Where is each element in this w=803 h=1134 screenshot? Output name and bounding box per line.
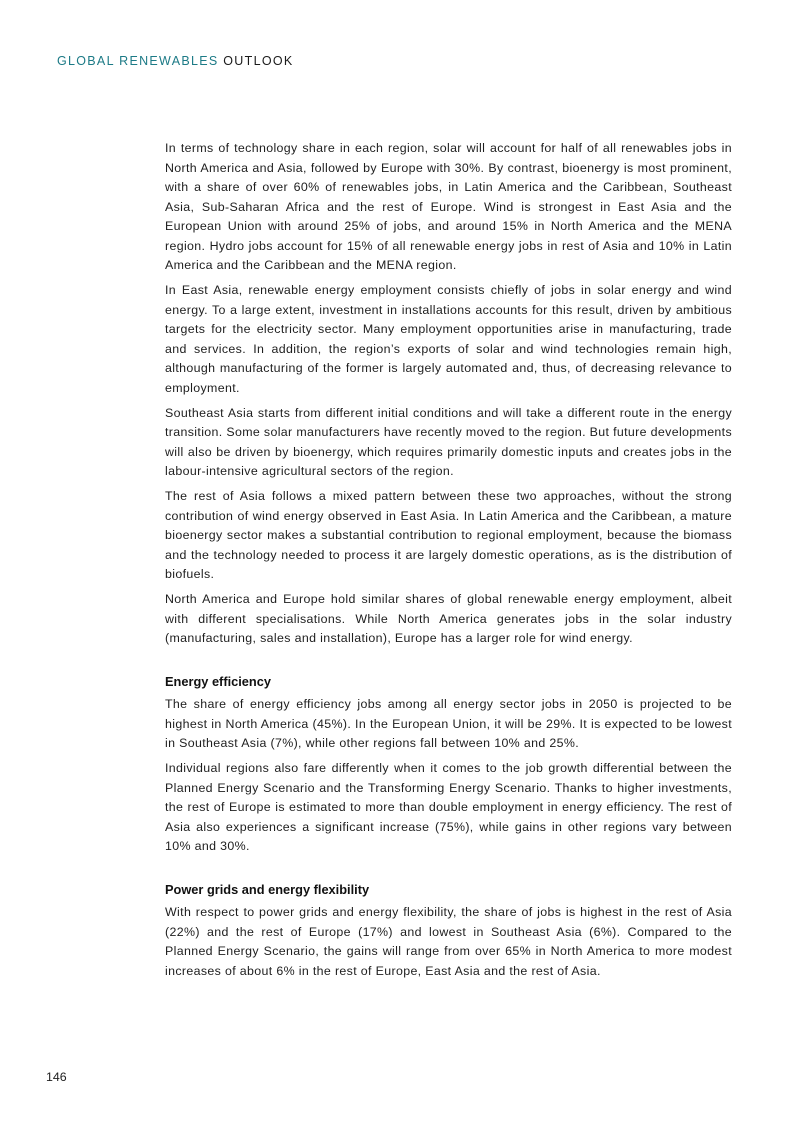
body-paragraph: In terms of technology share in each region, solar will account for half of all renewables jobs in North America and Asia, followed by Europe with 30%. By contrast, bioenergy is most prominent, with a share of over 60% of renewables jobs, in Latin America and the Caribbean, Southeast Asia, Sub-Saharan Africa and the rest of Europe. Wind is strongest in East Asia and the European Union with around 25% of jobs, and around 15% in North America and the MENA region. Hydro jobs account for 15% of all renewable energy jobs in rest of Asia and 10% in Latin America and the Caribbean and the MENA region. bbox=[165, 141, 732, 272]
section-spacer bbox=[165, 654, 732, 673]
body-paragraph: Individual regions also fare differently when it comes to the job growth differential between the Planned Energy Scenario and the Transforming Energy Scenario. Thanks to higher investments, the rest of Europe is estimated to more than double employment in energy efficiency. The rest of Asia also experiences a significant increase (75%), while gains in other regions vary between 10% and 30%. bbox=[165, 761, 732, 853]
body-paragraph: Southeast Asia starts from different initial conditions and will take a different route in the energy transition. Some solar manufacturers have recently moved to the region. But future developments will also be driven by bioenergy, which requires primarily domestic inputs and creates jobs in the labour-intensive agricultural sectors of the region. bbox=[165, 405, 733, 478]
section-heading-power-grids: Power grids and energy flexibility bbox=[165, 882, 370, 897]
header-report-series: GLOBAL RENEWABLES bbox=[57, 54, 219, 68]
power-grids-section bbox=[165, 881, 732, 981]
body-paragraph: With respect to power grids and energy flexibility, the share of jobs is highest in the rest of Asia (22%) and the rest of Europe (17%) and lowest in Southeast Asia (6%). Compared to the Planned Energy Scenario, the gains will range from over 65% in North America to more modest increases of about 6% in the rest of Europe, East Asia and the rest of Asia. bbox=[165, 905, 732, 978]
energy-efficiency-section bbox=[165, 673, 732, 857]
main-content bbox=[165, 139, 732, 987]
body-paragraph: The rest of Asia follows a mixed pattern between these two approaches, without the strong contribution of wind energy observed in East Asia. In Latin America and the Caribbean, a mature bioenergy sector makes a substantial contribution to regional employment, because the biomass and the technology needed to process it are largely domestic operations, as is the distribution of biofuels. bbox=[165, 489, 732, 581]
running-header bbox=[57, 53, 294, 69]
page-number: 146 bbox=[46, 1070, 67, 1084]
section-heading-energy-efficiency: Energy efficiency bbox=[165, 674, 271, 689]
body-paragraph: In East Asia, renewable energy employment consists chiefly of jobs in solar energy and wind energy. To a large extent, investment in installations accounts for this result, driven by ambitious targets for the electricity sector. Many employment opportunities arise in manufacturing, trade and services. In addition, the region’s exports of solar and wind technologies remain high, although manufacturing of the former is largely automated and, thus, of decreasing relevance to employment. bbox=[165, 283, 732, 395]
section-spacer bbox=[165, 862, 732, 881]
renewables-section bbox=[165, 139, 732, 649]
body-paragraph: North America and Europe hold similar shares of global renewable energy employment, albeit with different specialisations. While North America generates jobs in the solar industry (manufacturing, sales and installation), Europe has a larger role for wind energy. bbox=[165, 592, 732, 645]
body-paragraph: The share of energy efficiency jobs among all energy sector jobs in 2050 is projected to be highest in North America (45%). In the European Union, it will be 29%. It is expected to be lowest in Southeast Asia (7%), while other regions fall between 10% and 25%. bbox=[165, 697, 732, 750]
header-report-title: OUTLOOK bbox=[223, 54, 294, 68]
